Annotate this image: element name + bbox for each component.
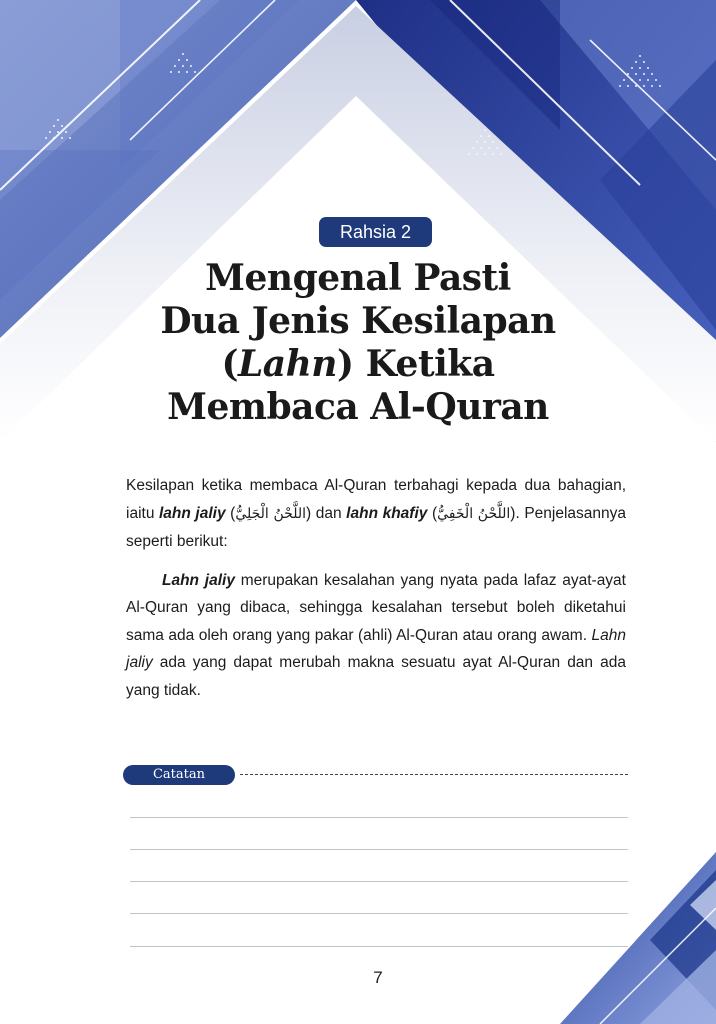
note-line xyxy=(130,817,628,818)
note-line xyxy=(130,913,628,914)
term-lahn-jaliy-3: Lahn jaliy xyxy=(126,626,626,671)
page-title xyxy=(90,257,626,429)
note-line xyxy=(130,881,628,882)
lahn-jaliy-text-b: ada yang dapat merubah makna sesuatu ayat Al-Quran dan ada yang tidak. xyxy=(126,654,626,699)
lahn-jaliy-text-a: merupakan kesalahan yang nyata pada lafaz ayat-ayat Al-Quran yang dibaca, sehingga kesalahan tersebut boleh diketahui sama ada oleh orang yang pakar (ahli) Al-Quran atau orang awam. xyxy=(126,571,626,644)
title-line-4: Membaca Al-Quran xyxy=(167,386,549,428)
notes-label: Catatan xyxy=(123,765,235,785)
body-text xyxy=(126,472,626,715)
term-lahn-khafiy: lahn khafiy xyxy=(346,504,428,522)
title-line-3: (Lahn) Ketika xyxy=(221,343,495,385)
chapter-badge: Rahsia 2 xyxy=(319,217,432,247)
note-line xyxy=(130,946,628,947)
title-italic-term: Lahn xyxy=(237,343,337,385)
intro-text-a: Kesilapan ketika membaca Al-Quran terbahagi kepada dua bahagian, iaitu xyxy=(126,477,626,522)
note-line xyxy=(130,849,628,850)
term-lahn-jaliy: lahn jaliy xyxy=(159,504,226,522)
intro-text-b: dan xyxy=(311,504,347,522)
paragraph-intro: Kesilapan ketika membaca Al-Quran terbahagi kepada dua bahagian, iaitu lahn jaliy (اللَّحْنُ الْجَلِيُّ) dan lahn khafiy (اللَّحْنُ الْخَفِيُّ). Penjelasannya seperti berikut: xyxy=(126,477,627,550)
intro-text-c: . Penjelasannya seperti berikut: xyxy=(126,504,627,550)
page-number: 7 xyxy=(373,968,383,987)
title-line-2: Dua Jenis Kesilapan xyxy=(160,300,556,342)
arabic-lahn-khafiy: اللَّحْنُ الْخَفِيُّ xyxy=(437,505,511,522)
term-lahn-jaliy-2: Lahn jaliy xyxy=(162,571,235,589)
notes-dashed-line xyxy=(240,774,628,775)
title-line-1: Mengenal Pasti xyxy=(205,257,511,299)
title-line-3-text: Ketika xyxy=(365,343,495,385)
paragraph-lahn-jaliy xyxy=(126,567,626,705)
arabic-lahn-jaliy: اللَّحْنُ الْجَلِيُّ xyxy=(235,505,307,522)
